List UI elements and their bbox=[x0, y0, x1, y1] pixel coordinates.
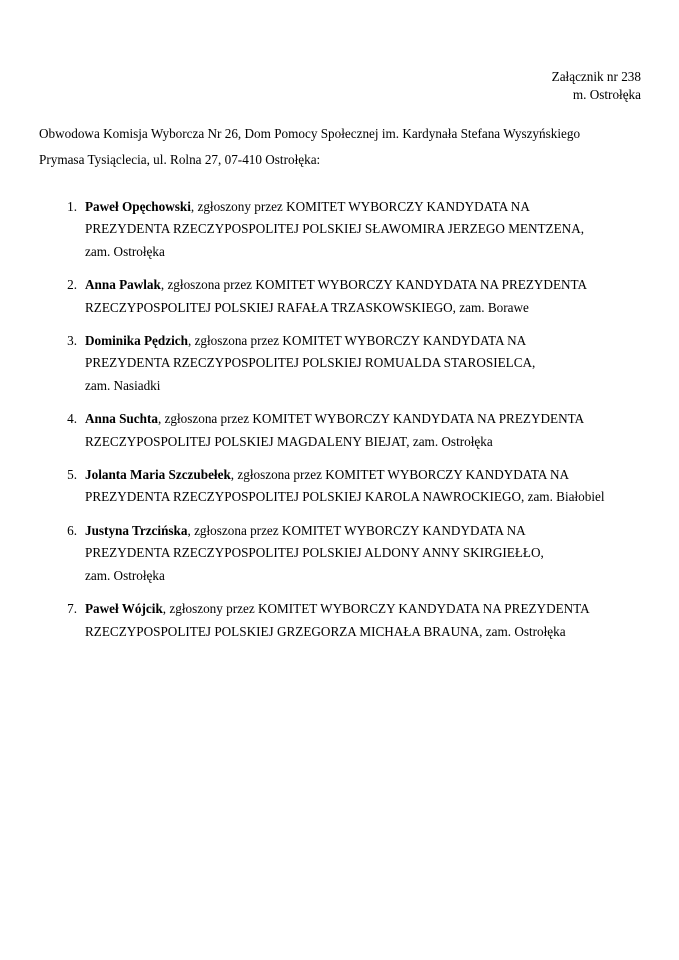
municipality-label: m. Ostrołęka bbox=[572, 87, 641, 102]
commission-heading bbox=[39, 121, 645, 173]
candidate-text-line bbox=[85, 464, 649, 486]
candidate-text bbox=[85, 330, 649, 397]
candidate-text-line bbox=[85, 408, 649, 430]
candidate-name: Paweł Opęchowski bbox=[85, 199, 191, 214]
candidate-text bbox=[85, 274, 649, 319]
candidate-entry bbox=[39, 196, 649, 263]
candidate-text-line bbox=[85, 274, 649, 296]
candidate-number: 5. bbox=[67, 467, 77, 483]
candidate-text-line bbox=[85, 196, 649, 218]
candidate-committee-text: , zgłoszona przez KOMITET WYBORCZY KANDYDATA NA PREZYDENTA bbox=[157, 411, 585, 427]
candidate-text bbox=[85, 196, 649, 263]
candidate-text-line: PREZYDENTA RZECZYPOSPOLITEJ POLSKIEJ ALDONY ANNY SKIRGIEŁŁO, bbox=[85, 545, 544, 561]
candidate-number: 7. bbox=[67, 601, 77, 617]
candidate-text bbox=[85, 408, 649, 453]
candidate-committee-text: , zgłoszona przez KOMITET WYBORCZY KANDYDATA NA PREZYDENTA bbox=[160, 277, 588, 293]
candidate-number: 1. bbox=[67, 199, 77, 214]
candidate-text-line bbox=[85, 520, 649, 542]
candidate-text bbox=[85, 598, 649, 643]
candidate-entry bbox=[39, 520, 649, 587]
candidate-text-line: RZECZYPOSPOLITEJ POLSKIEJ RAFAŁA TRZASKOWSKIEGO, zam. Borawe bbox=[85, 299, 529, 315]
candidate-entry bbox=[39, 408, 649, 453]
candidate-text bbox=[85, 520, 649, 587]
candidate-name: Paweł Wójcik bbox=[85, 601, 163, 617]
candidate-text-line: zam. Ostrołęka bbox=[85, 243, 165, 259]
candidate-committee-text: , zgłoszona przez KOMITET WYBORCZY KANDYDATA NA bbox=[187, 522, 526, 538]
candidate-committee-text: , zgłoszona przez KOMITET WYBORCZY KANDYDATA NA bbox=[187, 333, 527, 349]
candidate-number: 2. bbox=[67, 277, 77, 293]
candidate-name: Jolanta Maria Szczubełek bbox=[85, 467, 231, 483]
candidate-entry bbox=[39, 274, 649, 319]
candidate-text-line: PREZYDENTA RZECZYPOSPOLITEJ POLSKIEJ ROMUALDA STAROSIELCA, bbox=[85, 355, 536, 371]
candidate-text bbox=[85, 464, 649, 509]
candidate-text-line: PREZYDENTA RZECZYPOSPOLITEJ POLSKIEJ SŁAWOMIRA JERZEGO MENTZENA, bbox=[85, 221, 585, 237]
candidate-text-line: PREZYDENTA RZECZYPOSPOLITEJ POLSKIEJ KAROLA NAWROCKIEGO, zam. Białobiel bbox=[85, 489, 605, 505]
candidate-entry bbox=[39, 598, 649, 643]
candidate-committee-text: , zgłoszony przez KOMITET WYBORCZY KANDYDATA NA PREZYDENTA bbox=[162, 601, 590, 617]
candidate-text-line: RZECZYPOSPOLITEJ POLSKIEJ MAGDALENY BIEJAT, zam. Ostrołęka bbox=[85, 433, 493, 449]
candidate-name: Anna Pawlak bbox=[85, 277, 161, 293]
candidate-text-line: RZECZYPOSPOLITEJ POLSKIEJ GRZEGORZA MICHAŁA BRAUNA, zam. Ostrołęka bbox=[85, 623, 566, 639]
candidate-text-line bbox=[85, 598, 649, 620]
commission-heading-line-1: Obwodowa Komisja Wyborcza Nr 26, Dom Pomocy Społecznej im. Kardynała Stefana Wyszyńskiego bbox=[39, 126, 581, 141]
document-header bbox=[552, 68, 641, 104]
candidate-committee-text: , zgłoszony przez KOMITET WYBORCZY KANDYDATA NA bbox=[190, 199, 530, 214]
candidate-name: Dominika Pędzich bbox=[85, 333, 188, 349]
candidate-text-line: zam. Ostrołęka bbox=[85, 567, 165, 583]
attachment-number-label: Załącznik nr 238 bbox=[551, 69, 641, 84]
candidate-number: 3. bbox=[67, 333, 77, 349]
candidate-entry bbox=[39, 330, 649, 397]
candidate-name: Justyna Trzcińska bbox=[85, 522, 188, 538]
candidate-number: 6. bbox=[67, 522, 77, 538]
commission-heading-line-2: Prymasa Tysiąclecia, ul. Rolna 27, 07-410 Ostrołęka: bbox=[39, 152, 321, 167]
candidate-number: 4. bbox=[67, 411, 77, 427]
candidate-list bbox=[39, 196, 649, 643]
candidate-text-line: zam. Nasiadki bbox=[85, 377, 161, 393]
candidate-name: Anna Suchta bbox=[85, 411, 158, 427]
candidate-entry bbox=[39, 464, 649, 509]
candidate-text-line bbox=[85, 330, 649, 352]
candidate-committee-text: , zgłoszona przez KOMITET WYBORCZY KANDYDATA NA bbox=[230, 467, 570, 483]
